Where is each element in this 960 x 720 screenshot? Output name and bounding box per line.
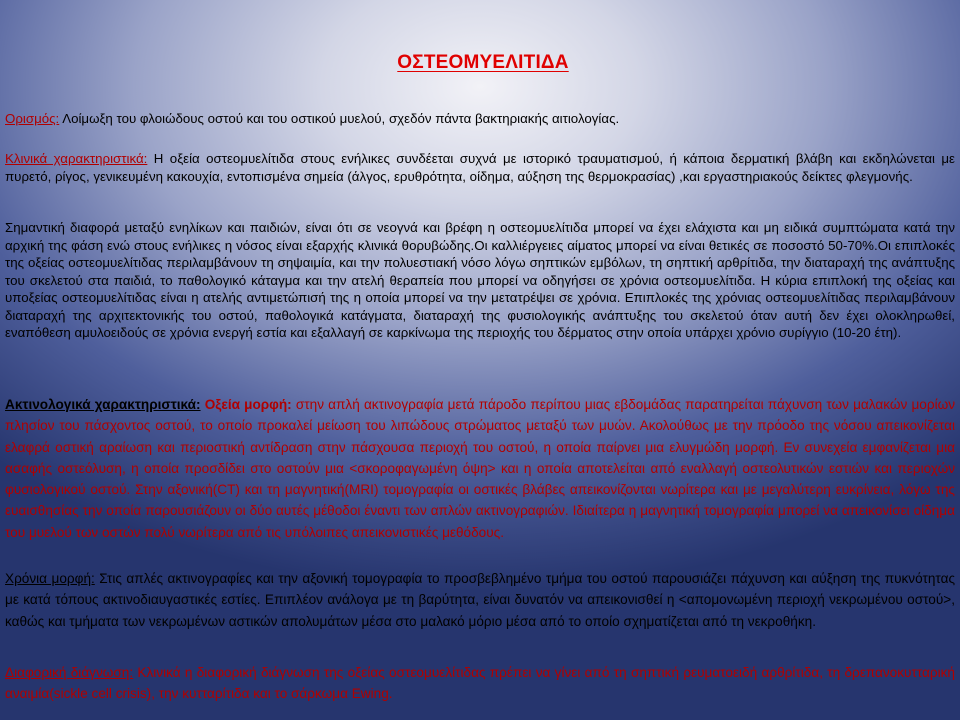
page-title: ΟΣΤΕΟΜΥΕΛΙΤΙΔΑ [397, 52, 569, 73]
radiographic-sublabel: Οξεία μορφή: [200, 397, 292, 412]
chronic-text: Στις απλές ακτινογραφίες και την αξονική τομογραφία το προσβεβλημένο τμήμα του οστού παρουσιάζει πάχυνση και αύξηση της πυκνότητας με κατά τόπους ακτινοδιαυγαστικές εστίες. Επιπλέον ανάλογα με τη βαρύτητα, είναι δυνατόν να απεικονισθεί η <απομονωμένη περιοχή νεκρωμένου οστού>, καθώς και τμήματα των νεκρωμένων αστικών απολυμάτων μέσα στο μαλακό μόριο μέσα από το οποίο σχηματίζεται από τη νεκροθήκη. [5, 571, 955, 629]
differential-text: Κλινικά η διαφορική διάγνωση της οξείας οστεομυελίτιδας πρέπει να γίνει από τη σηπτική ρευματοειδή αρθρίτιδα, τη δρεπανοκυτταρική αναιμία(sickle cell crisis), την κυτταρίτιδα και το σάρκωμα Ewing. [5, 665, 955, 702]
differential-paragraph [5, 662, 955, 705]
definition-label: Ορισμός: [5, 111, 60, 126]
radiographic-text: στην απλή ακτινογραφία μετά πάροδο περίπου μιας εβδομάδας παρατηρείται πάχυνση των μαλακών μορίων πλησίον του πάσχοντος οστού, το οποίο προκαλεί μείωση του λιπώδους στρώματος μεταξύ των μυών. Ακολούθως με την πρόοδο της νόσου απεικονίζεται ελαφρά οστική αραίωση και περιοστική αντίδραση στην πάσχουσα περιοχή του οστού, η οποία παίρνει μια ελυγμώδη μορφή. Εν συνεχεία εμφανίζεται μια ασαφής οστεόλυση, η οποία προσδίδει στο οστούν μια <σκοροφαγωμένη όψη> και η οποία αποτελείται από εναλλαγή οστεολυτικών εστιών και περιοχών φυσιολογικού οστού. Στην αξονική(CT) και τη μαγνητική(MRI) τομογραφία οι οστικές βλάβες απεικονίζονται νωρίτερα και με μεγαλύτερη ευκρίνεια, λόγω της ευαισθησίας την οποία παρουσιάζουν οι δύο αυτές μέθοδοι έναντι των απλών ακτινογραφιών. Ιδιαίτερα η μαγνητική τομογραφία μπορεί να απεικονίσει οίδημα του μυελού των οστών πολύ νωρίτερα από τις υπόλοιπες απεικονιστικές μεθόδους. [5, 397, 956, 540]
chronic-label-wrap [5, 571, 95, 586]
clinical-paragraph [5, 150, 955, 185]
radiographic-paragraph [5, 394, 955, 543]
chronic-paragraph [5, 568, 955, 632]
differences-text: Σημαντική διαφορά μεταξύ ενηλίκων και παιδιών, είναι ότι σε νεογνά και βρέφη η οστεομυελίτιδα μπορεί να έχει ελάχιστα και μη ειδικά συμπτώματα κατά την αρχική της φάση ενώ στους ενήλικες η νόσος είναι εξαρχής κλινικά θορυβώδης.Οι καλλιέργειες αίματος μπορεί να είναι θετικές σε ποσοστό 50-70%.Οι επιπλοκές της οξείας οστεομυελίτιδας περιλαμβάνουν τη σηψαιμία, και την πολυεστιακή νόσο λόγω σηπτικών εμβόλων, τη σηπτική αρθρίτιδα, την διαταραχή της ανάπτυξης του σκελετού στα παιδιά, το παθολογικό κάταγμα και την ατελή θεραπεία που μπορεί να οδηγήσει σε χρόνια οστεομυελίτιδα. Η κύρια επιπλοκή της οξείας και υποξείας οστεομυελίτιδας είναι η ατελής αντιμετώπισή της η οποία μπορεί να την μετατρέψει σε χρόνια. Επιπλοκές της χρόνιας οστεομυελίτιδας περιλαμβάνουν διαταραχή της αρχιτεκτονικής του οστού, παθολογικά κατάγματα, διαταραχή της φυσιολογικής ανάπτυξης του σκελετού όταν αυτή δεν έχει ολοκληρωθεί, εναπόθεση αμυλοειδούς σε χρόνια ενεργή εστία και εξαλλαγή σε καρκίνωμα της περιοχής του δέρματος στην οποία υπάρχει χρόνιο συρίγγιο (10-20 έτη). [5, 220, 955, 340]
clinical-label: Κλινικά χαρακτηριστικά: [5, 151, 148, 166]
radiographic-label: Ακτινολογικά χαρακτηριστικά: [5, 397, 201, 412]
chronic-label: Χρόνια μορφή: [5, 571, 95, 586]
definition-text: Λοίμωξη του φλοιώδους οστού και του οστικού μυελού, σχεδόν πάντα βακτηριακής αιτιολογίας. [59, 111, 620, 126]
clinical-text: Η οξεία οστεομυελίτιδα στους ενήλικες συνδέεται συχνά με ιστορικό τραυματισμού, ή κάποια δερματική βλάβη και εκδηλώνεται με πυρετό, ρίγος, γενικευμένη κακουχία, εντοπισμένα σημεία (άλγος, ερυθρότητα, οίδημα, αύξηση της θερμοκρασίας) ,και εργαστηριακούς δείκτες φλεγμονής. [5, 151, 955, 184]
definition-paragraph [5, 110, 955, 128]
differential-label: Διαφορική διάγνωση: [5, 665, 134, 680]
differences-paragraph [5, 219, 955, 342]
